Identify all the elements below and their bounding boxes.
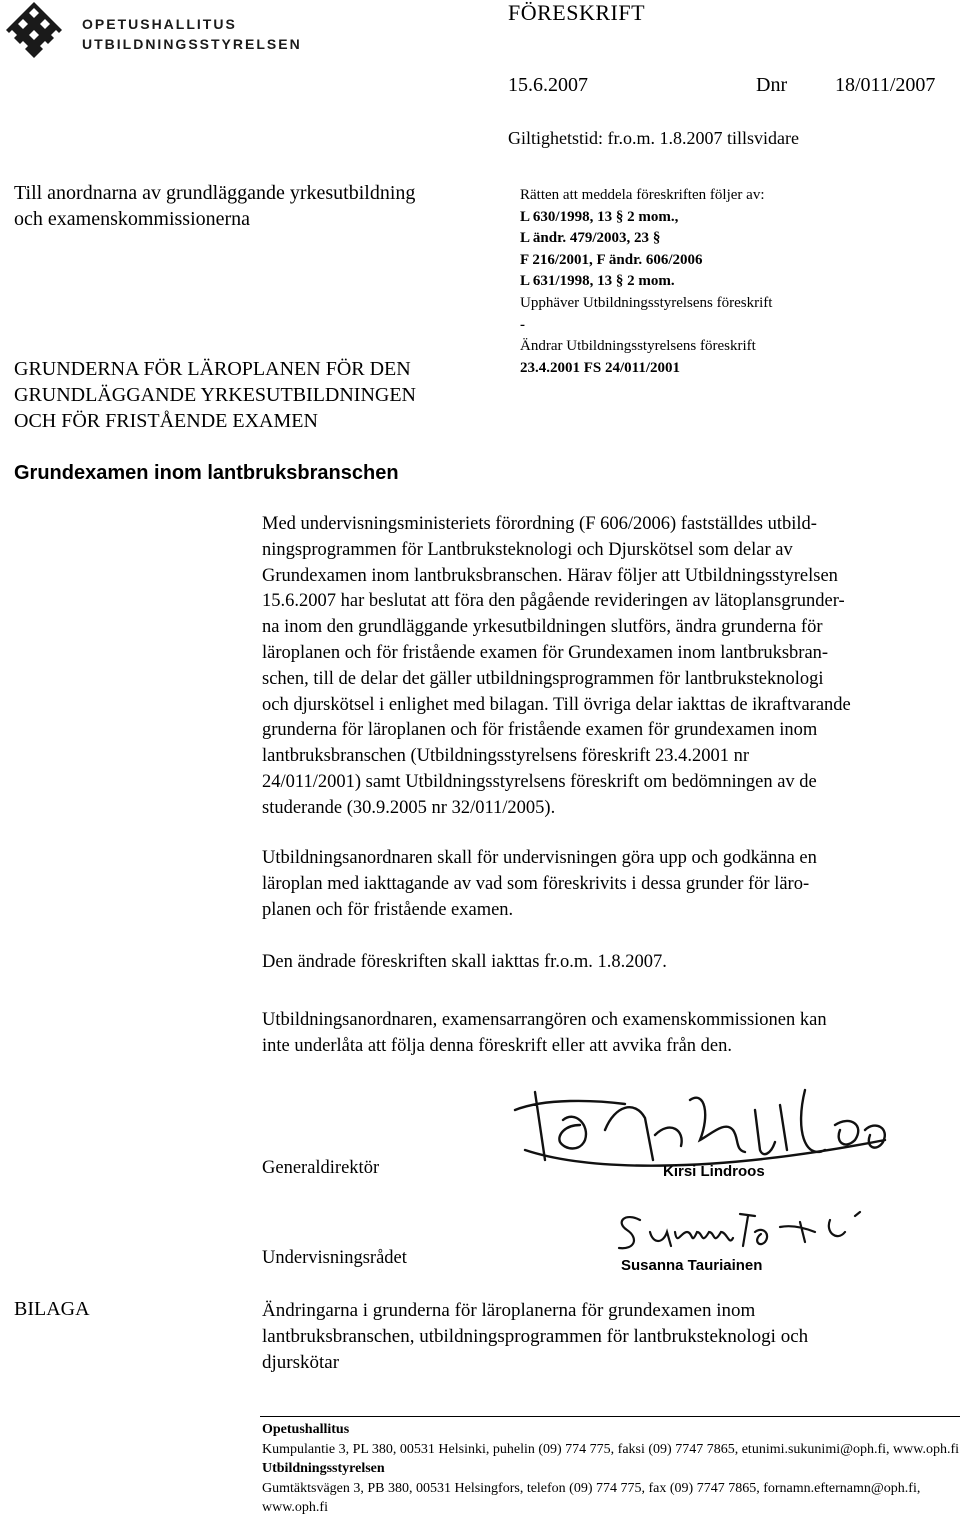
- signature-graphic: [505, 1080, 905, 1190]
- authority-ref: [520, 228, 772, 250]
- repeals-value: -: [520, 316, 525, 333]
- title-line: GRUNDLÄGGANDE YRKESUTBILDNINGEN: [14, 384, 417, 406]
- body-paragraph: [262, 846, 952, 923]
- authority-ref-text: L 630/1998, 13: [520, 208, 613, 225]
- text-line: planen och för fristående examen.: [262, 899, 514, 920]
- body-paragraph: [262, 512, 952, 822]
- amends-label: Ändrar Utbildningsstyrelsens föreskrift: [520, 338, 756, 355]
- text-line: läroplan med iakttagande av vad som föreskrivits i dessa grunder för läro-: [262, 873, 810, 894]
- validity-period: Giltighetstid: fr.o.m. 1.8.2007 tillsvidare: [508, 128, 799, 148]
- authority-intro: Rätten att meddela föreskriften följer av:: [520, 187, 765, 203]
- text-line: ningsprogrammen för Lantbruksteknologi och Djurskötsel som delar av: [262, 539, 793, 560]
- legal-authority-block: [520, 185, 772, 379]
- signatory-name: Kirsi Lindroos: [663, 1163, 765, 1180]
- text-line: lantbruksbranschen (Utbildningsstyrelsens föreskrift 23.4.2001 nr: [262, 746, 750, 767]
- document-type: FÖRESKRIFT: [508, 0, 646, 25]
- text-line: Utbildningsanordnaren, examensarrangören och examenskommissionen kan: [262, 1010, 827, 1030]
- authority-ref-text: L 631/1998, 13: [520, 273, 613, 290]
- signatory-name: Susanna Tauriainen: [621, 1257, 763, 1274]
- org-name-sv: UTBILDNINGSSTYRELSEN: [82, 36, 302, 52]
- text-line: djurskötar: [262, 1352, 340, 1373]
- section-sign-icon: §: [615, 273, 624, 290]
- authority-ref-text: L ändr. 479/2003, 23: [520, 230, 650, 247]
- footer: [262, 1420, 960, 1518]
- text-line: Utbildningsanordnaren skall för undervisningen göra upp och godkänna en: [262, 848, 817, 868]
- signature-graphic: [605, 1202, 865, 1282]
- logo-mark-icon: [6, 2, 62, 58]
- body-paragraph: Den ändrade föreskriften skall iakttas fr.o.m. 1.8.2007.: [262, 952, 667, 972]
- text-line: Grundexamen inom lantbruksbranschen. Härav följer att Utbildningsstyrelsen: [262, 565, 838, 586]
- authority-ref-tail: 2 mom.,: [627, 208, 679, 225]
- text-line: na inom den grundläggande yrkesutbildningen slutförs, ändra grunderna för: [262, 617, 823, 638]
- text-line: studerande (30.9.2005 nr 32/011/2005).: [262, 797, 556, 818]
- repeals-label: Upphäver Utbildningsstyrelsens föreskrift: [520, 294, 773, 311]
- text-line: Ändringarna i grunderna för läroplanerna för grundexamen inom: [262, 1300, 756, 1321]
- text-line: schen, till de delar det gäller utbildningsprogrammen för lantbruksteknologi: [262, 668, 824, 689]
- text-line: inte underlåta att följa denna föreskrift eller att avvika från den.: [262, 1035, 732, 1056]
- signatory-title: Undervisningsrådet: [262, 1248, 407, 1268]
- attachment-label: BILAGA: [14, 1298, 90, 1320]
- body-paragraph: [262, 1008, 952, 1060]
- attachment-description: [262, 1298, 952, 1376]
- text-line: grunderna för läroplanen och för fristående examen för grundexamen inom: [262, 720, 818, 741]
- signatory-title: Generaldirektör: [262, 1158, 380, 1178]
- text-line: och djurskötsel i enlighet med bilagan. Till övriga delar iakttas de ikraftvarande: [262, 694, 851, 715]
- authority-ref: [520, 271, 772, 293]
- text-line: Med undervisningsministeriets förordning (F 606/2006) fastställdes utbild-: [262, 514, 817, 534]
- org-name-fi: OPETUSHALLITUS: [82, 16, 237, 32]
- footer-address: Gumtäktsvägen 3, PB 380, 00531 Helsingfors, telefon (09) 774 775, fax (09) 7747 7865, fornamn.efternamn@oph.fi, www.oph.fi: [262, 1480, 921, 1515]
- section-sign-icon: §: [615, 208, 624, 225]
- authority-ref-tail: 2 mom.: [627, 273, 675, 290]
- dnr-label: Dnr: [756, 74, 788, 96]
- logo-wordmark: [82, 14, 302, 54]
- title-line: GRUNDERNA FÖR LÄROPLANEN FÖR DEN: [14, 358, 411, 380]
- dnr-value: 18/011/2007: [835, 74, 936, 96]
- recipients: [14, 180, 415, 232]
- text-line: 15.6.2007 har beslutat att föra den pågående revideringen av lätoplansgrunder-: [262, 591, 845, 612]
- section-sign-icon: §: [652, 230, 661, 247]
- amends-value: 23.4.2001 FS 24/011/2001: [520, 359, 681, 376]
- footer-org: Opetushallitus: [262, 1422, 350, 1437]
- text-line: läroplanen och för fristående examen för Grundexamen inom lantbruksbran-: [262, 642, 829, 663]
- document-title: [14, 356, 416, 434]
- footer-address: Kumpulantie 3, PL 380, 00531 Helsinki, puhelin (09) 774 775, faksi (09) 7747 7865, etunimi.sukunimi@oph.fi, www.oph.fi: [262, 1441, 960, 1457]
- footer-divider: [260, 1416, 960, 1417]
- text-line: 24/011/2001) samt Utbildningsstyrelsens föreskrift om bedömningen av de: [262, 771, 817, 792]
- recipients-line: Till anordnarna av grundläggande yrkesutbildning: [14, 182, 416, 204]
- authority-ref: [520, 207, 772, 229]
- footer-org: Utbildningsstyrelsen: [262, 1461, 385, 1476]
- recipients-line: och examenskommissionerna: [14, 208, 251, 230]
- section-heading: Grundexamen inom lantbruksbranschen: [14, 462, 399, 484]
- text-line: lantbruksbranschen, utbildningsprogrammen för lantbruksteknologi och: [262, 1326, 809, 1347]
- authority-ref: F 216/2001, F ändr. 606/2006: [520, 251, 703, 268]
- document-date: 15.6.2007: [508, 74, 588, 96]
- title-line: OCH FÖR FRISTÅENDE EXAMEN: [14, 410, 318, 432]
